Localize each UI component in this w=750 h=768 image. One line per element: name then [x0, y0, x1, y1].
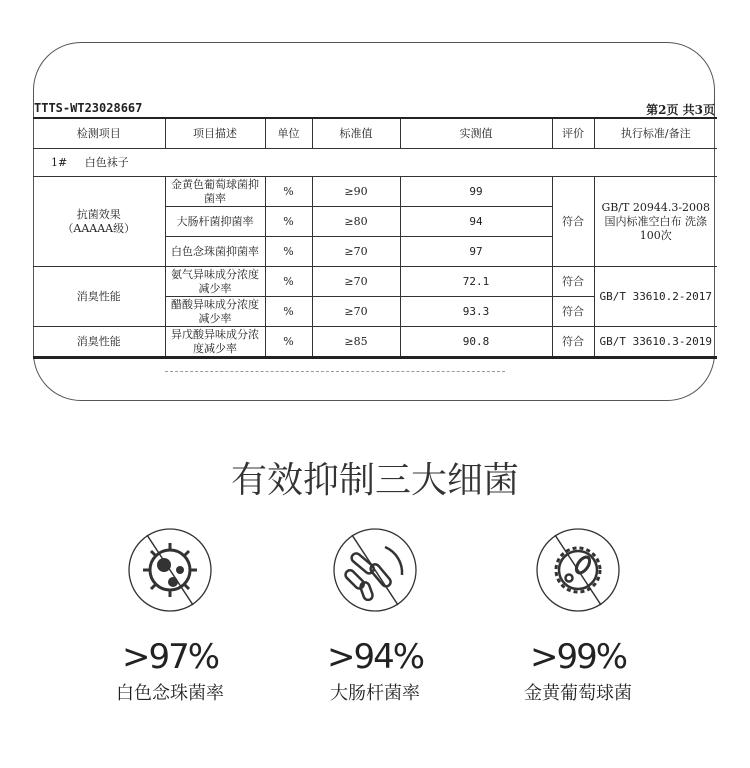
- sample-name: 白色袜子: [84, 155, 129, 169]
- label: 白色念珠菌率: [116, 683, 224, 704]
- unit-cell: %: [265, 237, 312, 267]
- standard-cell: GB/T 33610.2-2017: [594, 267, 717, 327]
- result-cell: 符合: [552, 177, 594, 267]
- result-cell: 符合: [552, 327, 594, 358]
- standard-cell: GB/T 33610.3-2019: [594, 327, 717, 358]
- header-cell: 评价: [552, 118, 594, 149]
- table-row: [33, 267, 717, 297]
- value-cell: 99: [400, 177, 552, 207]
- std-cell: ≥70: [312, 237, 400, 267]
- value-cell: 72.1: [400, 267, 552, 297]
- unit-cell: %: [265, 267, 312, 297]
- percent: >94%: [326, 637, 424, 677]
- std-cell: ≥90: [312, 177, 400, 207]
- test-item: 抗菌效果 （AAAAA级）: [33, 177, 165, 267]
- header-cell: 检测项目: [33, 118, 165, 149]
- value-cell: 94: [400, 207, 552, 237]
- report-id: TTTS-WT23028667: [34, 101, 143, 115]
- result-cell: 符合: [552, 267, 594, 297]
- desc-cell: 醋酸异味成分浓度减少率: [165, 297, 265, 327]
- header-cell: 执行标准/备注: [594, 118, 717, 149]
- divider: [165, 371, 505, 372]
- result-cell: 符合: [552, 297, 594, 327]
- table-row: [33, 177, 717, 207]
- headline: 有效抑制三大细菌: [230, 460, 519, 501]
- feature-fungus: [70, 525, 270, 705]
- value-cell: 90.8: [400, 327, 552, 358]
- desc-cell: 金黄色葡萄球菌抑菌率: [165, 177, 265, 207]
- value-cell: 93.3: [400, 297, 552, 327]
- unit-cell: %: [265, 177, 312, 207]
- no-bacillus-icon: [330, 525, 420, 615]
- header-cell: 单位: [265, 118, 312, 149]
- std-cell: ≥80: [312, 207, 400, 237]
- sample-no: 1#: [51, 155, 68, 169]
- std-cell: ≥85: [312, 327, 400, 358]
- desc-cell: 白色念珠菌抑菌率: [165, 237, 265, 267]
- percent: >99%: [529, 637, 627, 677]
- label: 金黄葡萄球菌: [524, 683, 632, 704]
- desc-cell: 大肠杆菌抑菌率: [165, 207, 265, 237]
- test-item: 消臭性能: [33, 327, 165, 358]
- desc-cell: 氨气异味成分浓度减少率: [165, 267, 265, 297]
- unit-cell: %: [265, 297, 312, 327]
- no-fungus-icon: [125, 525, 215, 615]
- header-cell: 项目描述: [165, 118, 265, 149]
- feature-bacillus: [275, 525, 475, 705]
- sample-row: [33, 149, 717, 177]
- unit-cell: %: [265, 327, 312, 358]
- page-indicator: 第2页 共3页: [646, 103, 715, 117]
- label: 大肠杆菌率: [330, 683, 420, 704]
- standard-cell: GB/T 20944.3-2008 国内标准空白布 洗涤100次: [594, 177, 717, 267]
- header-cell: 标准值: [312, 118, 400, 149]
- unit-cell: %: [265, 207, 312, 237]
- table-header: [33, 118, 717, 149]
- test-results-table: [33, 117, 717, 359]
- no-staphylococcus-icon: [533, 525, 623, 615]
- std-cell: ≥70: [312, 297, 400, 327]
- header-cell: 实测值: [400, 118, 552, 149]
- desc-cell: 异戊酸异味成分浓度减少率: [165, 327, 265, 358]
- percent: >97%: [121, 637, 219, 677]
- value-cell: 97: [400, 237, 552, 267]
- std-cell: ≥70: [312, 267, 400, 297]
- feature-staphylococcus: [478, 525, 678, 705]
- test-item: 消臭性能: [33, 267, 165, 327]
- table-row: [33, 327, 717, 358]
